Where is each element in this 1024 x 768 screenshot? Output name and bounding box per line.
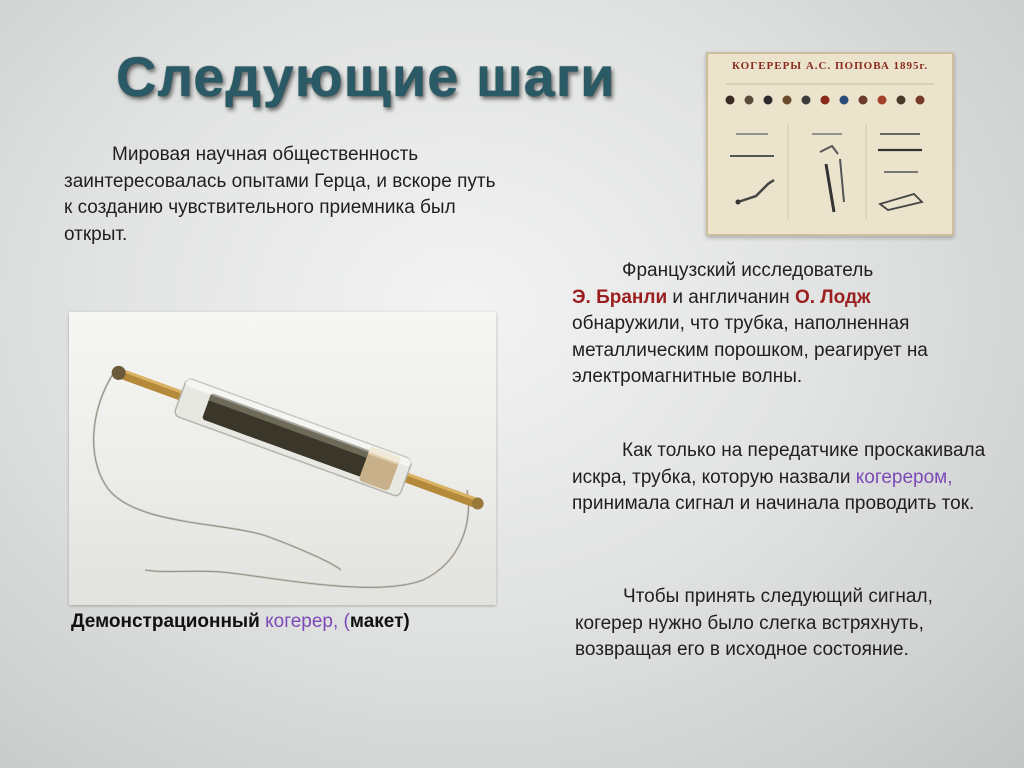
shake-paragraph [575, 584, 995, 664]
board-drawing [708, 54, 952, 234]
coherer-board-photo [706, 52, 954, 236]
block1-names-line [572, 285, 992, 312]
photo-caption [71, 611, 410, 633]
block1-rest: обнаружили, что трубка, наполненная металлическим порошком, реагирует на электромагнитные волны. [572, 313, 928, 387]
coherer-drawing [69, 312, 496, 605]
coherer-term: когерером, [855, 466, 953, 488]
intro-text: Мировая научная общественность заинтересовалась опытами Герца, и вскоре путь к созданию чувствительного приемника был открыт. [64, 144, 496, 245]
slide-title: Следующие шаги [116, 45, 616, 108]
block2-part1: Как только на передатчике проскакивала искра, трубка, которую назвали [572, 440, 986, 488]
branly-name: Э. Бранли [572, 286, 668, 308]
caption-part1: Демонстрационный [71, 611, 266, 632]
intro-paragraph [64, 142, 504, 248]
coherer-photo [69, 312, 496, 605]
block1-line1: Французский исследователь [622, 260, 874, 281]
board-knobs [726, 96, 925, 105]
caption-term: когерер, ( [265, 611, 350, 632]
block2-part2: принимала сигнал и начинала проводить ток. [572, 493, 975, 514]
block1-mid: и англичанин [667, 286, 795, 308]
caption-part2: макет) [349, 611, 410, 632]
board-title: КОГЕРЕРЫ А.С. ПОПОВА 1895г. [731, 60, 929, 72]
block3-text: Чтобы принять следующий сигнал, когерер нужно было слегка встряхнуть, возвращая его в исходное состояние. [575, 586, 933, 660]
lodge-name: О. Лодж [794, 286, 871, 308]
coherer-paragraph [572, 438, 992, 518]
branly-lodge-paragraph [572, 258, 992, 391]
